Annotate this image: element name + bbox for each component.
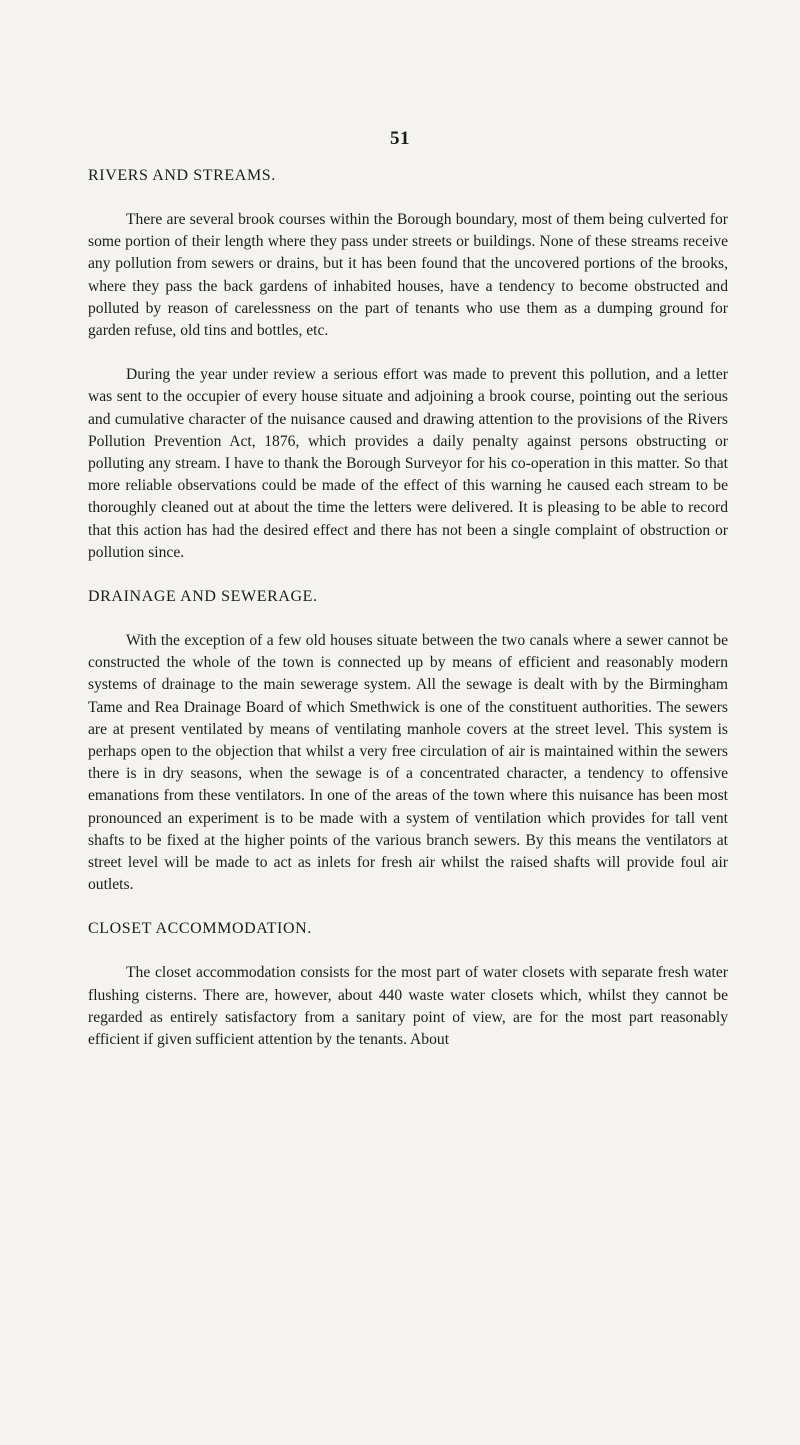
paragraph: During the year under review a serious effort was made to prevent this pollution, and a letter was sent to the occupier of every house situate and adjoining a brook course, pointing out the serious and cumulative character of the nuisance caused and drawing attention to the provisions of the Rivers Pollution Prevention Act, 1876, which provides a daily penalty against persons obstructing or polluting any stream. I have to thank the Borough Surveyor for his co-operation in this matter. So that more reliable observations could be made of the effect of this warning he caused each stream to be thoroughly cleaned out at about the time the letters were delivered. It is pleasing to be able to record that this action has had the desired effect and there has not been a single complaint of obstruction or pollution since. <box>88 366 728 561</box>
page-number: 51 <box>390 128 410 149</box>
section-drainage-and-sewerage <box>88 586 728 896</box>
section-heading: RIVERS AND STREAMS. <box>88 167 276 184</box>
paragraph: There are several brook courses within the Borough boundary, most of them being culverted for some portion of their length where they pass under streets or buildings. None of these streams receive any pollution from sewers or drains, but it has been found that the uncovered portions of the brooks, where they pass the back gardens of inhabited houses, have a tendency to become obstructed and polluted by reason of carelessness on the part of tenants who use them as a dumping ground for garden refuse, old tins and bottles, etc. <box>88 211 728 340</box>
page-content <box>88 165 728 1073</box>
paragraph: The closet accommodation consists for the most part of water closets with separate fresh water flushing cisterns. There are, however, about 440 waste water closets which, whilst they cannot be regarded as entirely satisfactory from a sanitary point of view, are for the most part reasonably efficient if given sufficient attention by the tenants. About <box>88 964 728 1049</box>
section-rivers-and-streams <box>88 165 728 564</box>
section-heading: DRAINAGE AND SEWERAGE. <box>88 588 318 606</box>
section-closet-accommodation <box>88 918 728 1051</box>
paragraph: With the exception of a few old houses situate between the two canals where a sewer cannot be constructed the whole of the town is connected up by means of efficient and reasonably modern systems of drainage to the main sewerage system. All the sewage is dealt with by the Birmingham Tame and Rea Drainage Board of which Smethwick is one of the constituent authorities. The sewers are at present ventilated by means of ventilating manhole covers at the street level. This system is perhaps open to the objection that whilst a very free circulation of air is maintained within the sewers there is in dry seasons, when the sewage is of a concentrated character, a tendency to offensive emanations from these ventilators. In one of the areas of the town where this nuisance has been most pronounced an experiment is to be made with a system of ventilation which provides for tall vent shafts to be fixed at the higher points of the various branch sewers. By this means the ventilators at street level will be made to act as inlets for fresh air whilst the raised shafts will provide foul air outlets. <box>88 632 728 894</box>
section-heading: CLOSET ACCOMMODATION. <box>88 920 312 938</box>
